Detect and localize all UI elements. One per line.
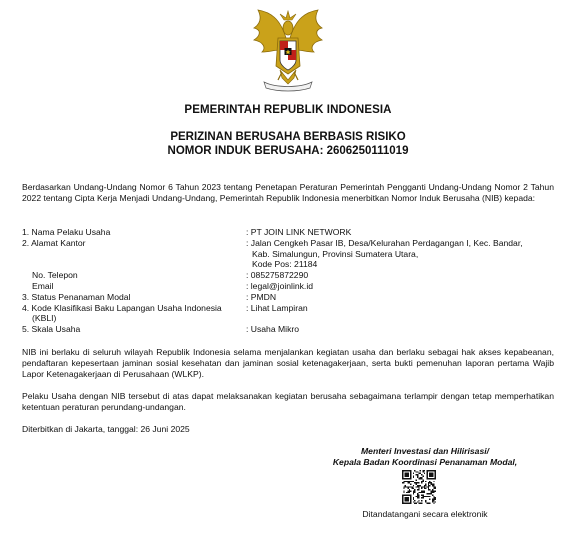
field-alamat	[22, 238, 554, 270]
field-label: No. Telepon	[32, 270, 78, 281]
field-email	[22, 281, 554, 292]
field-label: 5. Skala Usaha	[22, 324, 81, 335]
address-line-1: : Jalan Cengkeh Pasar IB, Desa/Kelurahan Perdagangan I, Kec. Bandar,	[246, 237, 523, 248]
nib-number: NOMOR INDUK BERUSAHA: 2606250111019	[167, 145, 409, 157]
electronic-signature-note: Ditandatangani secara elektronik	[362, 509, 488, 519]
kbli-label-line-1: 4. Kode Klasifikasi Baku Lapangan Usaha Indonesia	[22, 302, 222, 313]
business-details	[22, 227, 554, 335]
field-value	[246, 238, 554, 270]
issued-date: Diterbitkan di Jakarta, tanggal: 26 Juni 2025	[22, 424, 190, 434]
qr-code-icon[interactable]	[402, 470, 436, 504]
field-nama	[22, 227, 554, 238]
document-title	[0, 130, 576, 158]
field-value: : Usaha Mikro	[246, 324, 300, 335]
field-label	[22, 303, 246, 325]
intro-paragraph: Berdasarkan Undang-Undang Nomor 6 Tahun 2023 tentang Penetapan Peraturan Pemerintah Pengganti Undang-Undang Nomor 2 Tahun 2022 tentang Cipta Kerja Menjadi Undang-Undang, Pemerintah Republik Indonesia menerbitkan Nomor Induk Berusaha (NIB) kepada:	[22, 182, 554, 204]
field-value: : PMDN	[246, 291, 277, 302]
field-value: : 085275872290	[246, 270, 309, 281]
field-label: 3. Status Penanaman Modal	[22, 291, 131, 302]
address-line-3: Kode Pos: 21184	[252, 259, 318, 270]
field-label: Email	[32, 280, 54, 291]
field-label: 2. Alamat Kantor	[22, 237, 86, 248]
field-value: : legal@joinlink.id	[246, 280, 314, 291]
field-telepon	[22, 270, 554, 281]
signatory-line-1: Menteri Investasi dan Hilirisasi/	[361, 446, 489, 456]
garuda-emblem-icon	[240, 8, 336, 92]
kbli-label-line-2: (KBLI)	[32, 313, 57, 324]
field-status	[22, 292, 554, 303]
government-heading: PEMERINTAH REPUBLIK INDONESIA	[184, 104, 392, 116]
field-kbli	[22, 303, 554, 325]
field-label: 1. Nama Pelaku Usaha	[22, 227, 111, 237]
signatory-line-2: Kepala Badan Koordinasi Penanaman Modal,	[332, 457, 518, 467]
validity-paragraph: NIB ini berlaku di seluruh wilayah Republik Indonesia selama menjalankan kegiatan usaha dan berlaku sebagai hak akses kepabeanan, pendaftaran kepesertaan jaminan sosial kesehatan dan jaminan sosial ketenagakerjaan, serta bukti pemenuhan laporan pertama Wajib Lapor Ketenagakerjaan di Perusahaan (WLKP).	[22, 347, 554, 380]
title-line-1: PERIZINAN BERUSAHA BERBASIS RISIKO	[170, 131, 406, 143]
field-skala	[22, 324, 554, 335]
field-value: : Lihat Lampiran	[246, 302, 308, 313]
address-line-2: Kab. Simalungun, Provinsi Sumatera Utara,	[252, 248, 419, 259]
signatory-title	[300, 446, 550, 468]
permission-paragraph: Pelaku Usaha dengan NIB tersebut di atas dapat melaksanakan kegiatan berusaha sebagaimana terlampir dengan tetap memperhatikan ketentuan peraturan perundang-undangan.	[22, 391, 554, 413]
field-value: : PT JOIN LINK NETWORK	[246, 227, 352, 237]
